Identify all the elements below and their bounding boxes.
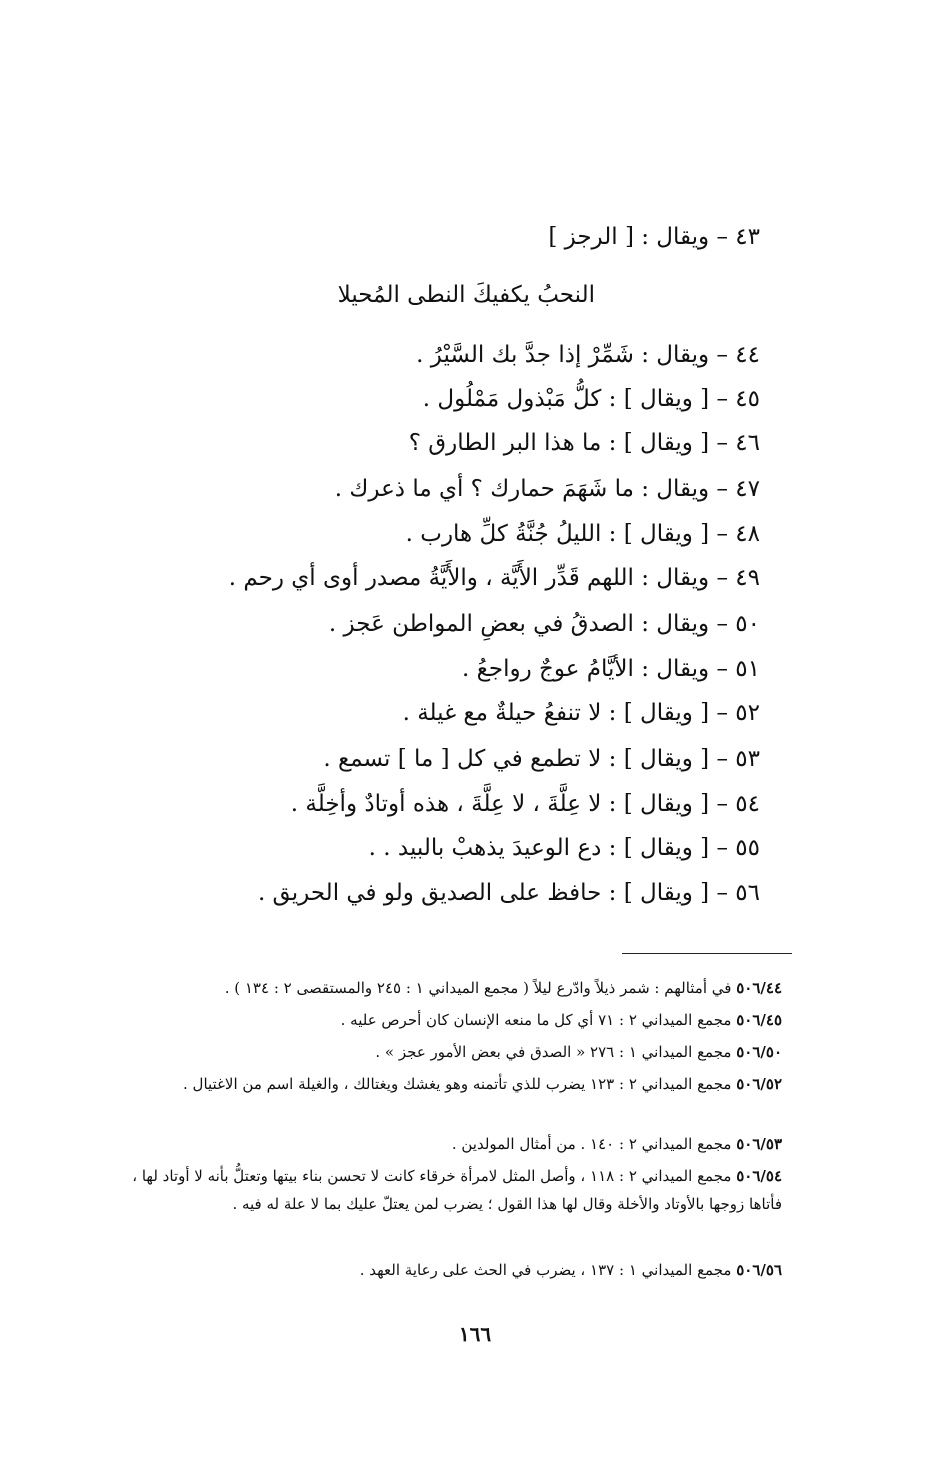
footnote-53 (132, 1130, 782, 1158)
entry-46: ٤٦ – [ ويقال ] : ما هذا البر الطارق ؟ (408, 430, 760, 456)
footnote-56 (132, 1256, 782, 1284)
entry-47: ٤٧ – ويقال : ما شَهَمَ حمارك ؟ أي ما ذعرك . (334, 476, 760, 502)
footnote-text: في أمثالهم : شمر ذيلاً وادّرع ليلاً ( مجمع الميداني ١ : ٢٤٥ والمستقصى ٢ : ١٣٤ ) . (224, 979, 732, 997)
entry-45: ٤٥ – [ ويقال ] : كلُّ مَبْذول مَمْلُول . (422, 386, 760, 412)
footnote-text: مجمع الميداني ٢ : ١٢٣ يضرب للذي تأتمنه وهو يغشك ويغتالك ، والغيلة اسم من الاغتيال . (183, 1075, 732, 1093)
entry-54: ٥٤ – [ ويقال ] : لا عِلَّةَ ، لا عِلَّةَ ، هذه أوتادٌ وأخِلَّة . (290, 791, 760, 817)
footnote-text: مجمع الميداني ١ : ٢٧٦ « الصدق في بعض الأمور عجز » . (375, 1043, 732, 1061)
footnote-52 (132, 1070, 782, 1098)
entry-50: ٥٠ – ويقال : الصدقُ في بعضِ المواطن عَجز . (328, 611, 760, 637)
footnote-45 (132, 1006, 782, 1034)
footnote-ref: ٥٠٦/٤٤ (736, 979, 782, 997)
footnote-text: مجمع الميداني ٢ : ١١٨ ، وأصل المثل لامرأة خرقاء كانت لا تحسن بناء بيتها وتعتلُّ بأنه لا أوتاد لها ، فأتاها زوجها بالأوتاد والأخلة وقال لها هذا القول ؛ يضرب لمن يعتلّ عليك بما لا علة له فيه . (132, 1167, 782, 1213)
footnote-separator (622, 953, 792, 954)
footnote-ref: ٥٠٦/٥٤ (736, 1167, 782, 1185)
entry-53: ٥٣ – [ ويقال ] : لا تطمع في كل [ ما ] تسمع . (323, 746, 760, 772)
footnote-text: مجمع الميداني ٢ : ٧١ أي كل ما منعه الإنسان كان أحرص عليه . (340, 1011, 732, 1029)
footnote-50 (132, 1038, 782, 1066)
footnote-44 (132, 974, 782, 1002)
entry-43: ٤٣ – ويقال : [ الرجز ] (548, 224, 760, 250)
footnote-ref: ٥٠٦/٥٦ (736, 1261, 782, 1279)
entry-52: ٥٢ – [ ويقال ] : لا تنفعُ حيلةٌ مع غيلة . (402, 700, 760, 726)
entry-51: ٥١ – ويقال : الأيَّامُ عوجٌ رواجعُ . (462, 656, 760, 682)
footnote-text: مجمع الميداني ٢ : ١٤٠ . من أمثال المولدين . (451, 1135, 732, 1153)
footnote-ref: ٥٠٦/٤٥ (736, 1011, 782, 1029)
footnote-ref: ٥٠٦/٥٢ (736, 1075, 782, 1093)
page-number: ١٦٦ (458, 1322, 492, 1346)
footnote-ref: ٥٠٦/٥٣ (736, 1135, 782, 1153)
entry-49: ٤٩ – ويقال : اللهم قَدِّر الأَيَّة ، والأَيَّةُ مصدر أوى أي رحم . (228, 565, 760, 591)
entry-44: ٤٤ – ويقال : شَمِّرْ إذا جدَّ بك السَّيْرُ . (416, 342, 760, 368)
entry-55: ٥٥ – [ ويقال ] : دع الوعيدَ يذهبْ بالبيد . . (368, 835, 760, 861)
entry-56: ٥٦ – [ ويقال ] : حافظ على الصديق ولو في الحريق . (257, 880, 760, 906)
verse-line: النحبُ يكفيكَ النطى المُحيلا (337, 282, 595, 308)
entry-48: ٤٨ – [ ويقال ] : الليلُ جُنَّةُ كلِّ هارب . (405, 521, 760, 547)
footnote-text: مجمع الميداني ١ : ١٣٧ ، يضرب في الحث على رعاية العهد . (359, 1261, 732, 1279)
footnote-ref: ٥٠٦/٥٠ (736, 1043, 782, 1061)
footnote-54 (132, 1162, 782, 1218)
